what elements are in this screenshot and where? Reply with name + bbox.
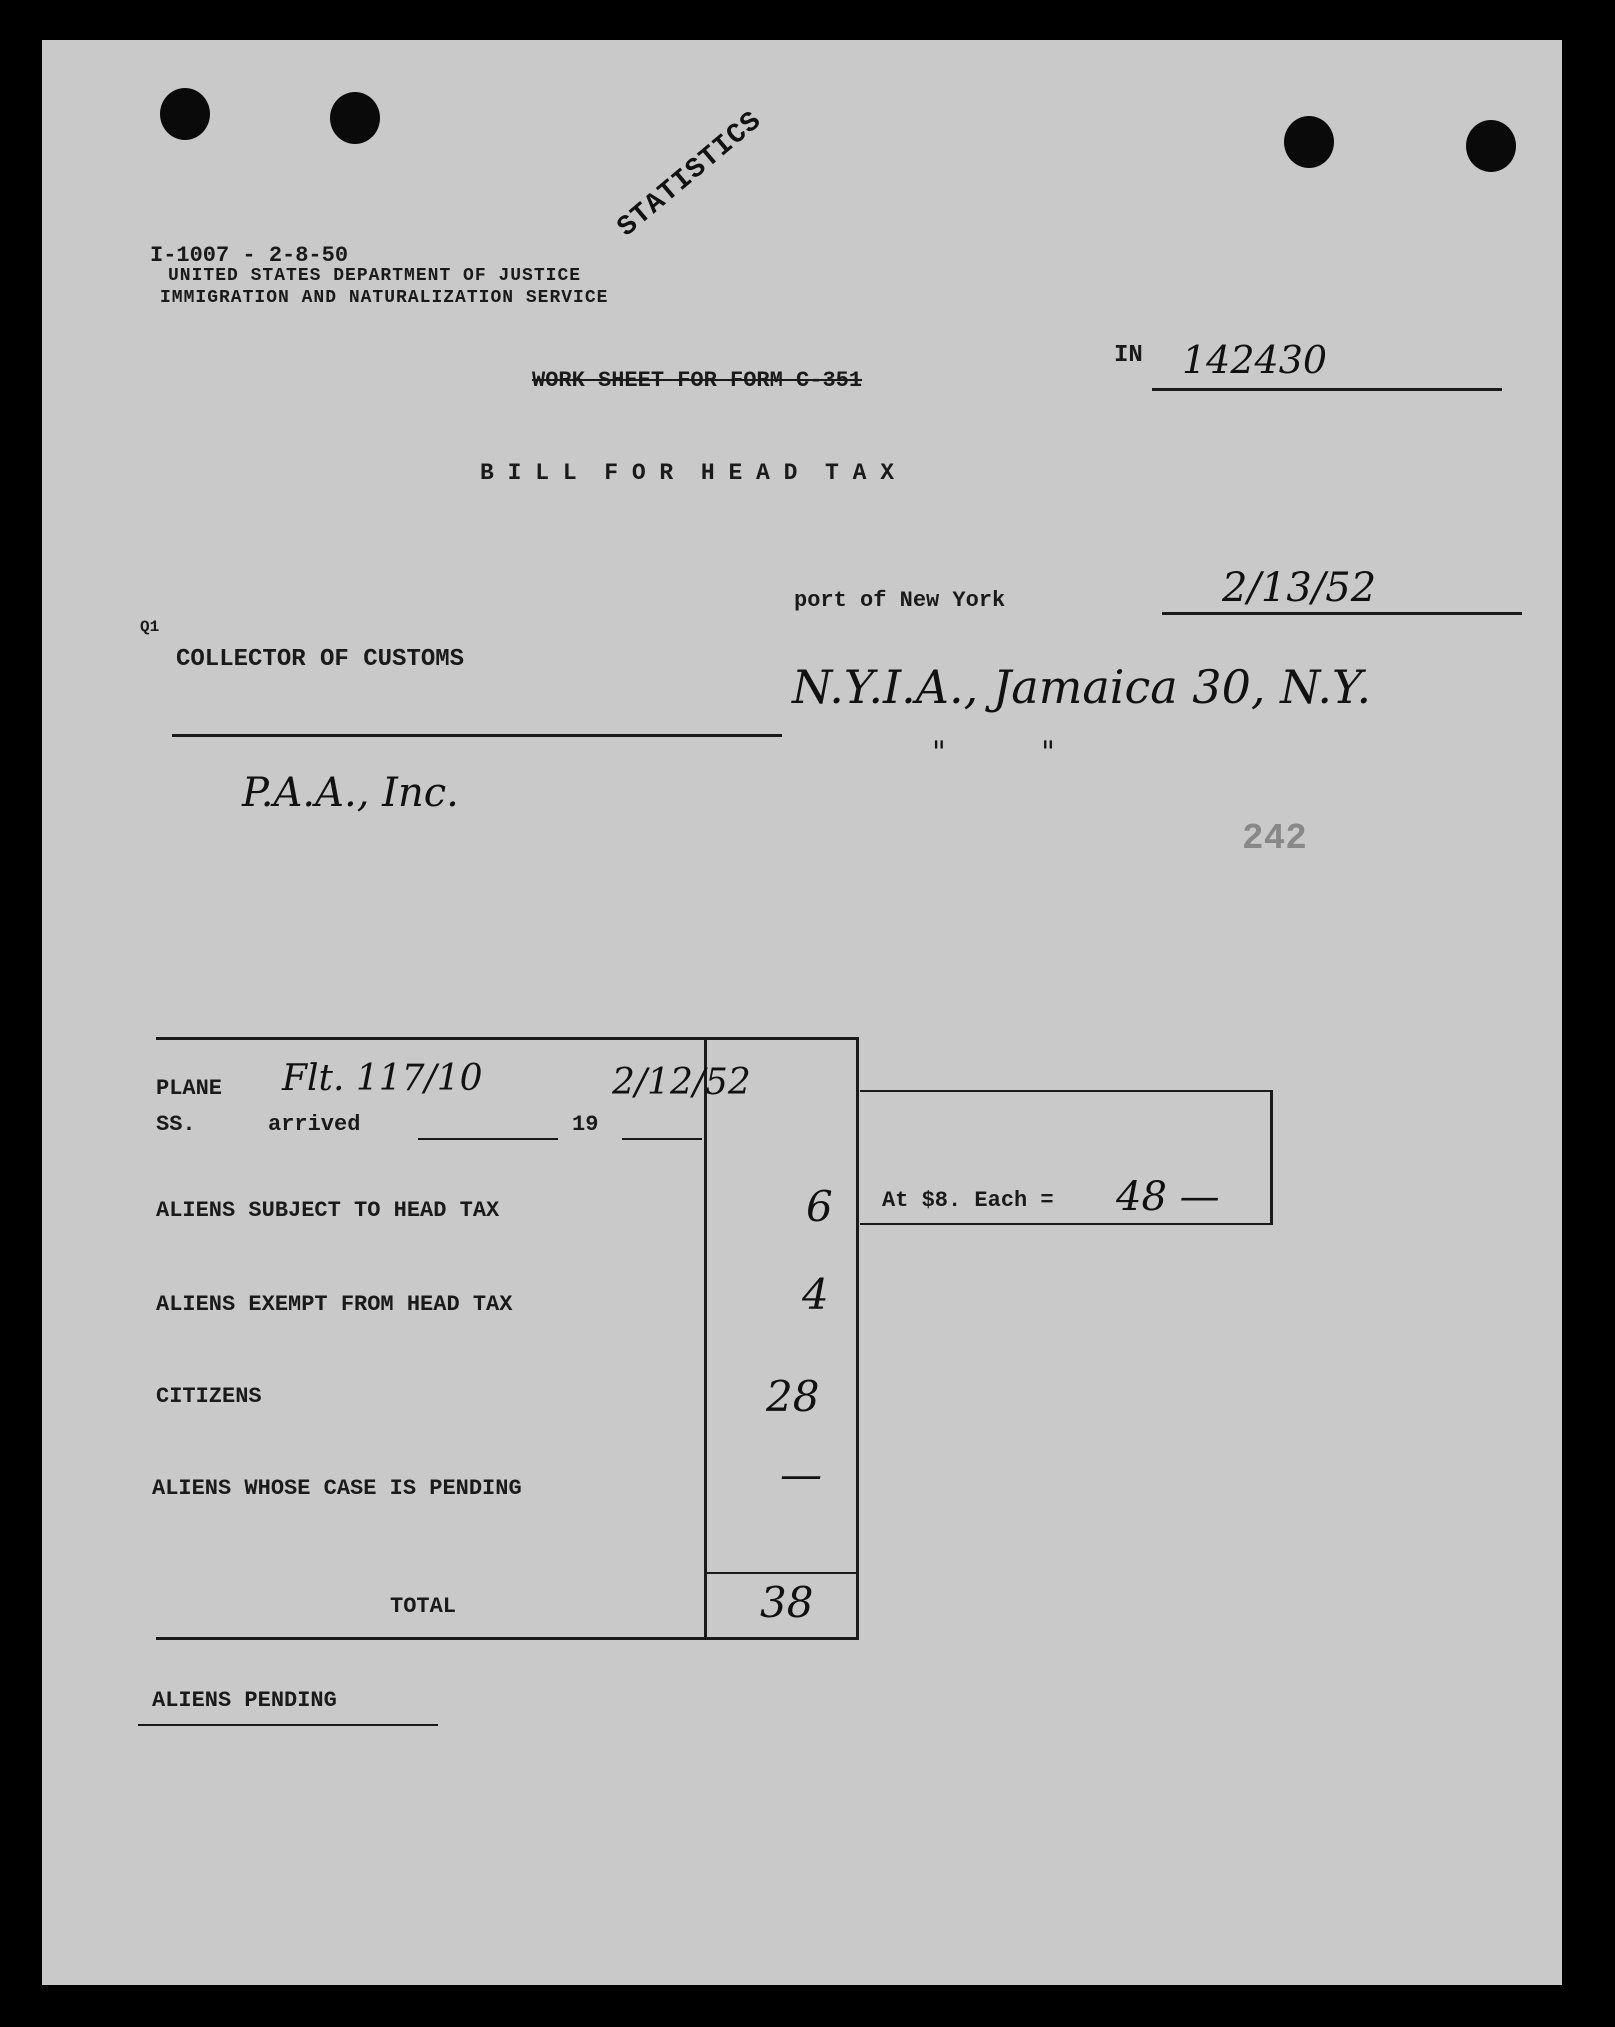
statistics-stamp: STATISTICS xyxy=(612,105,769,244)
department-name: UNITED STATES DEPARTMENT OF JUSTICE xyxy=(168,266,582,286)
to-label: Q1 xyxy=(140,618,160,636)
rate-box-right xyxy=(1270,1090,1273,1225)
bill-title: B I L L F O R H E A D T A X xyxy=(480,460,895,486)
table-divider xyxy=(704,1037,707,1640)
aliens-pending-label: ALIENS PENDING xyxy=(152,1688,337,1713)
row-label: CITIZENS xyxy=(156,1384,262,1409)
port-label: port of New York xyxy=(794,588,1006,613)
stamp-number: 242 xyxy=(1242,818,1307,859)
total-label: TOTAL xyxy=(390,1594,457,1619)
date-underline xyxy=(1162,612,1522,615)
bill-date: 2/13/52 xyxy=(1222,565,1377,611)
service-name: IMMIGRATION AND NATURALIZATION SERVICE xyxy=(160,288,609,308)
table-right-edge xyxy=(856,1037,859,1640)
rate-label: At $8. Each = xyxy=(882,1188,1054,1213)
form-code: I-1007 - 2-8-50 xyxy=(150,243,349,268)
punch-hole-icon xyxy=(330,92,380,144)
year-underline xyxy=(622,1138,702,1140)
row-value: 4 xyxy=(802,1270,829,1319)
aliens-pending-underline xyxy=(138,1724,438,1726)
table-top-line xyxy=(156,1037,856,1040)
arrived-underline xyxy=(418,1138,558,1140)
in-label: IN xyxy=(1114,342,1143,369)
location-handwritten: N.Y.I.A., Jamaica 30, N.Y. xyxy=(792,660,1372,714)
collector-label: COLLECTOR OF CUSTOMS xyxy=(176,646,465,673)
in-underline xyxy=(1152,388,1502,391)
worksheet-title: WORK SHEET FOR FORM C-351 xyxy=(532,368,863,393)
punch-hole-icon xyxy=(1284,116,1334,168)
row-label: ALIENS EXEMPT FROM HEAD TAX xyxy=(156,1292,513,1317)
rate-box-top xyxy=(860,1090,1272,1092)
flight-date-handwritten: 2/12/52 xyxy=(612,1062,751,1103)
ss-label: SS. xyxy=(156,1112,196,1137)
row-label: ALIENS SUBJECT TO HEAD TAX xyxy=(156,1198,500,1223)
rate-box-bottom xyxy=(860,1223,1272,1225)
flight-handwritten: Flt. 117/10 xyxy=(282,1058,483,1099)
total-rule xyxy=(706,1572,856,1574)
row-value: 6 xyxy=(806,1182,833,1231)
table-bottom-line xyxy=(156,1637,858,1640)
in-number: 142430 xyxy=(1182,338,1328,382)
rate-value: 48 — xyxy=(1116,1174,1220,1220)
collector-underline xyxy=(172,734,782,737)
year-prefix: 19 xyxy=(572,1112,599,1137)
punch-hole-icon xyxy=(1466,120,1516,172)
row-value: 28 xyxy=(766,1372,820,1421)
row-label: ALIENS WHOSE CASE IS PENDING xyxy=(152,1476,522,1501)
document-page xyxy=(42,40,1562,1985)
ditto-marks: " " xyxy=(932,735,1055,770)
plane-label: PLANE xyxy=(156,1076,223,1101)
total-value: 38 xyxy=(760,1578,814,1627)
row-value: — xyxy=(780,1450,822,1499)
arrived-label: arrived xyxy=(268,1112,361,1137)
carrier-handwritten: P.A.A., Inc. xyxy=(242,770,459,816)
punch-hole-icon xyxy=(160,88,210,140)
